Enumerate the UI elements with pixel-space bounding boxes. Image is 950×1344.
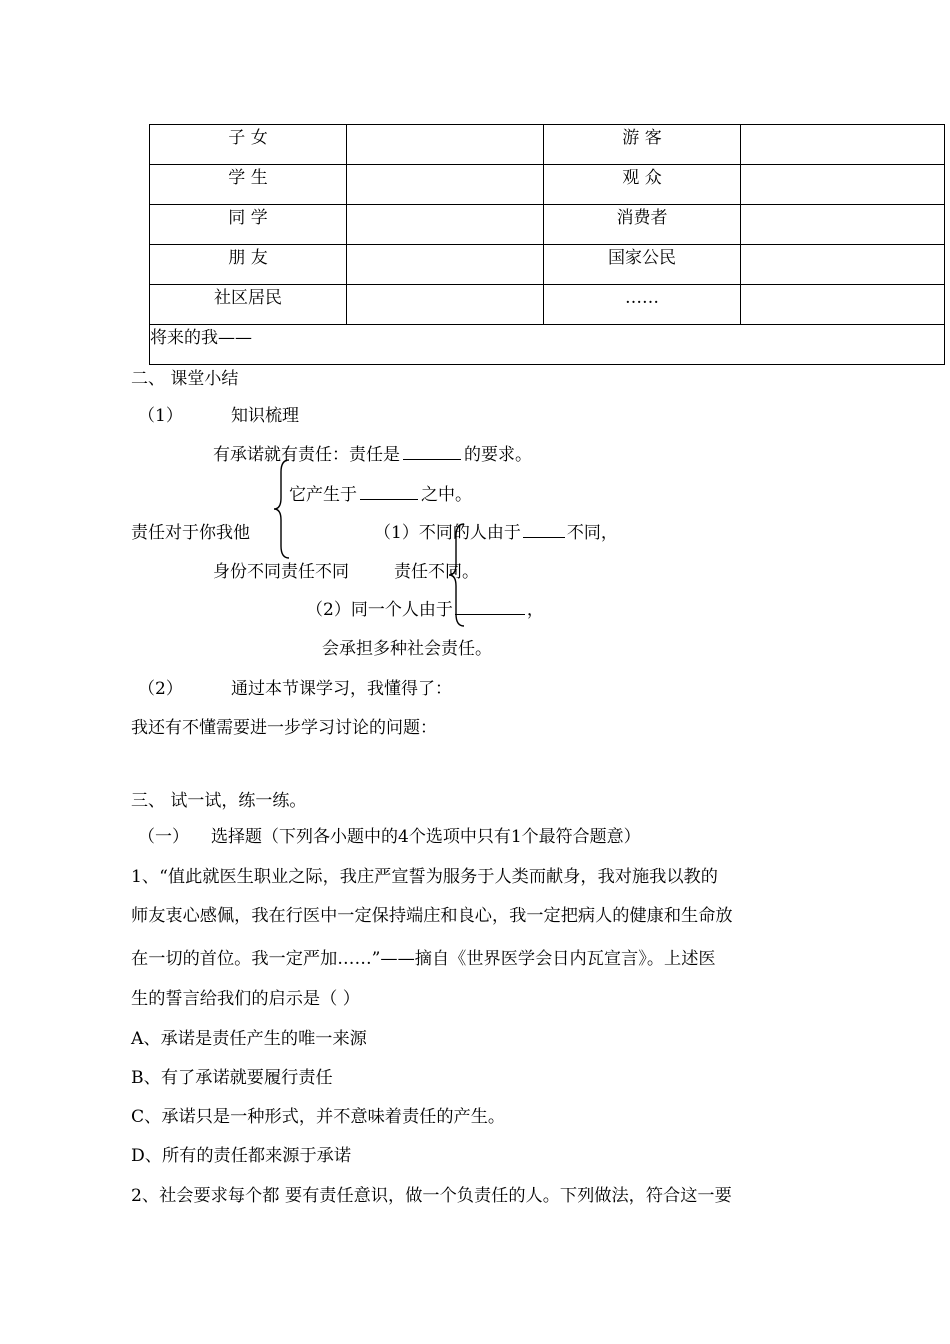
answer-cell[interactable]: [741, 125, 945, 165]
question-1-line: 1、“值此就医生职业之际，我庄严宣誓为服务于人类而献身，我对施我以教的: [131, 867, 718, 887]
promise-text-after: 的要求。: [464, 445, 532, 465]
section-heading-summary: 二、 课堂小结: [131, 369, 239, 389]
origin-blank[interactable]: [360, 485, 418, 500]
difference-1-before: （1）不同的人由于: [374, 523, 521, 543]
option-a[interactable]: A、承诺是责任产生的唯一来源: [131, 1029, 367, 1049]
identity-left: 身份不同责任不同: [213, 562, 349, 582]
question-1-line: 生的誓言给我们的启示是（ ）: [131, 989, 360, 1009]
role-cell: 游 客: [544, 125, 741, 165]
role-cell: ……: [544, 285, 741, 325]
item-title: 知识梳理: [231, 406, 299, 426]
answer-cell[interactable]: [741, 205, 945, 245]
table-row: [150, 125, 945, 165]
difference-1-after: 不同，: [566, 523, 618, 543]
role-cell: 国家公民: [544, 245, 741, 285]
identity-right: 责任不同。: [394, 562, 479, 582]
question-1-line: 在一切的首位。我一定严加……”——摘自《世界医学会日内瓦宣言》。上述医: [131, 949, 716, 969]
difference-line-1: [374, 523, 618, 543]
difference-line-2: [306, 600, 544, 620]
role-cell: 同 学: [150, 205, 347, 245]
left-brace-icon: [272, 458, 292, 560]
answer-cell[interactable]: [347, 245, 544, 285]
option-c[interactable]: C、承诺只是一种形式，并不意味着责任的产生。: [131, 1107, 506, 1127]
option-b[interactable]: B、有了承诺就要履行责任: [131, 1068, 333, 1088]
left-brace-icon: [447, 522, 467, 628]
question-2-line: 2、社会要求每个都 要有责任意识，做一个负责任的人。下列做法，符合这一要: [131, 1186, 732, 1206]
role-cell: 观 众: [544, 165, 741, 205]
difference-2-before: （2）同一个人由于: [306, 600, 453, 620]
table-row: [150, 165, 945, 205]
origin-text-after: 之中。: [421, 485, 472, 505]
role-cell: 消费者: [544, 205, 741, 245]
table-row: [150, 285, 945, 325]
item-number: （1）: [138, 406, 183, 426]
section-heading-practice: 三、 试一试，练一练。: [131, 791, 307, 811]
answer-cell[interactable]: [347, 125, 544, 165]
sub-number: （一）: [138, 827, 189, 847]
role-cell: 朋 友: [150, 245, 347, 285]
table-row-future: [150, 325, 945, 365]
future-self-cell[interactable]: 将来的我——: [150, 325, 945, 365]
promise-blank[interactable]: [403, 445, 461, 460]
promise-line: [213, 445, 532, 465]
table-row: [150, 205, 945, 245]
answer-cell[interactable]: [741, 245, 945, 285]
roles-table: [149, 124, 945, 365]
item-title: 通过本节课学习，我懂得了：: [231, 679, 452, 699]
answer-cell[interactable]: [347, 285, 544, 325]
difference-2-after: ，: [526, 600, 544, 620]
role-cell: 子 女: [150, 125, 347, 165]
option-d[interactable]: D、所有的责任都来源于承诺: [131, 1146, 352, 1166]
question-line: 我还有不懂需要进一步学习讨论的问题：: [131, 718, 437, 738]
answer-cell[interactable]: [741, 285, 945, 325]
item-number: （2）: [138, 679, 183, 699]
answer-cell[interactable]: [347, 205, 544, 245]
question-1-line: 师友衷心感佩，我在行医中一定保持端庄和良心，我一定把病人的健康和生命放: [131, 906, 733, 926]
answer-cell[interactable]: [347, 165, 544, 205]
sub-title: 选择题（下列各小题中的4个选项中只有1个最符合题意）: [211, 827, 641, 847]
origin-line: [289, 485, 472, 505]
multi-responsibility-line: 会承担多种社会责任。: [322, 639, 492, 659]
role-cell: 社区居民: [150, 285, 347, 325]
origin-text-before: 它产生于: [289, 485, 357, 505]
role-cell: 学 生: [150, 165, 347, 205]
difference-1-blank[interactable]: [523, 523, 565, 538]
table-row: [150, 245, 945, 285]
answer-cell[interactable]: [741, 165, 945, 205]
promise-text-before: 有承诺就有责任：责任是: [213, 445, 400, 465]
responsibility-root: 责任对于你我他: [131, 523, 250, 543]
